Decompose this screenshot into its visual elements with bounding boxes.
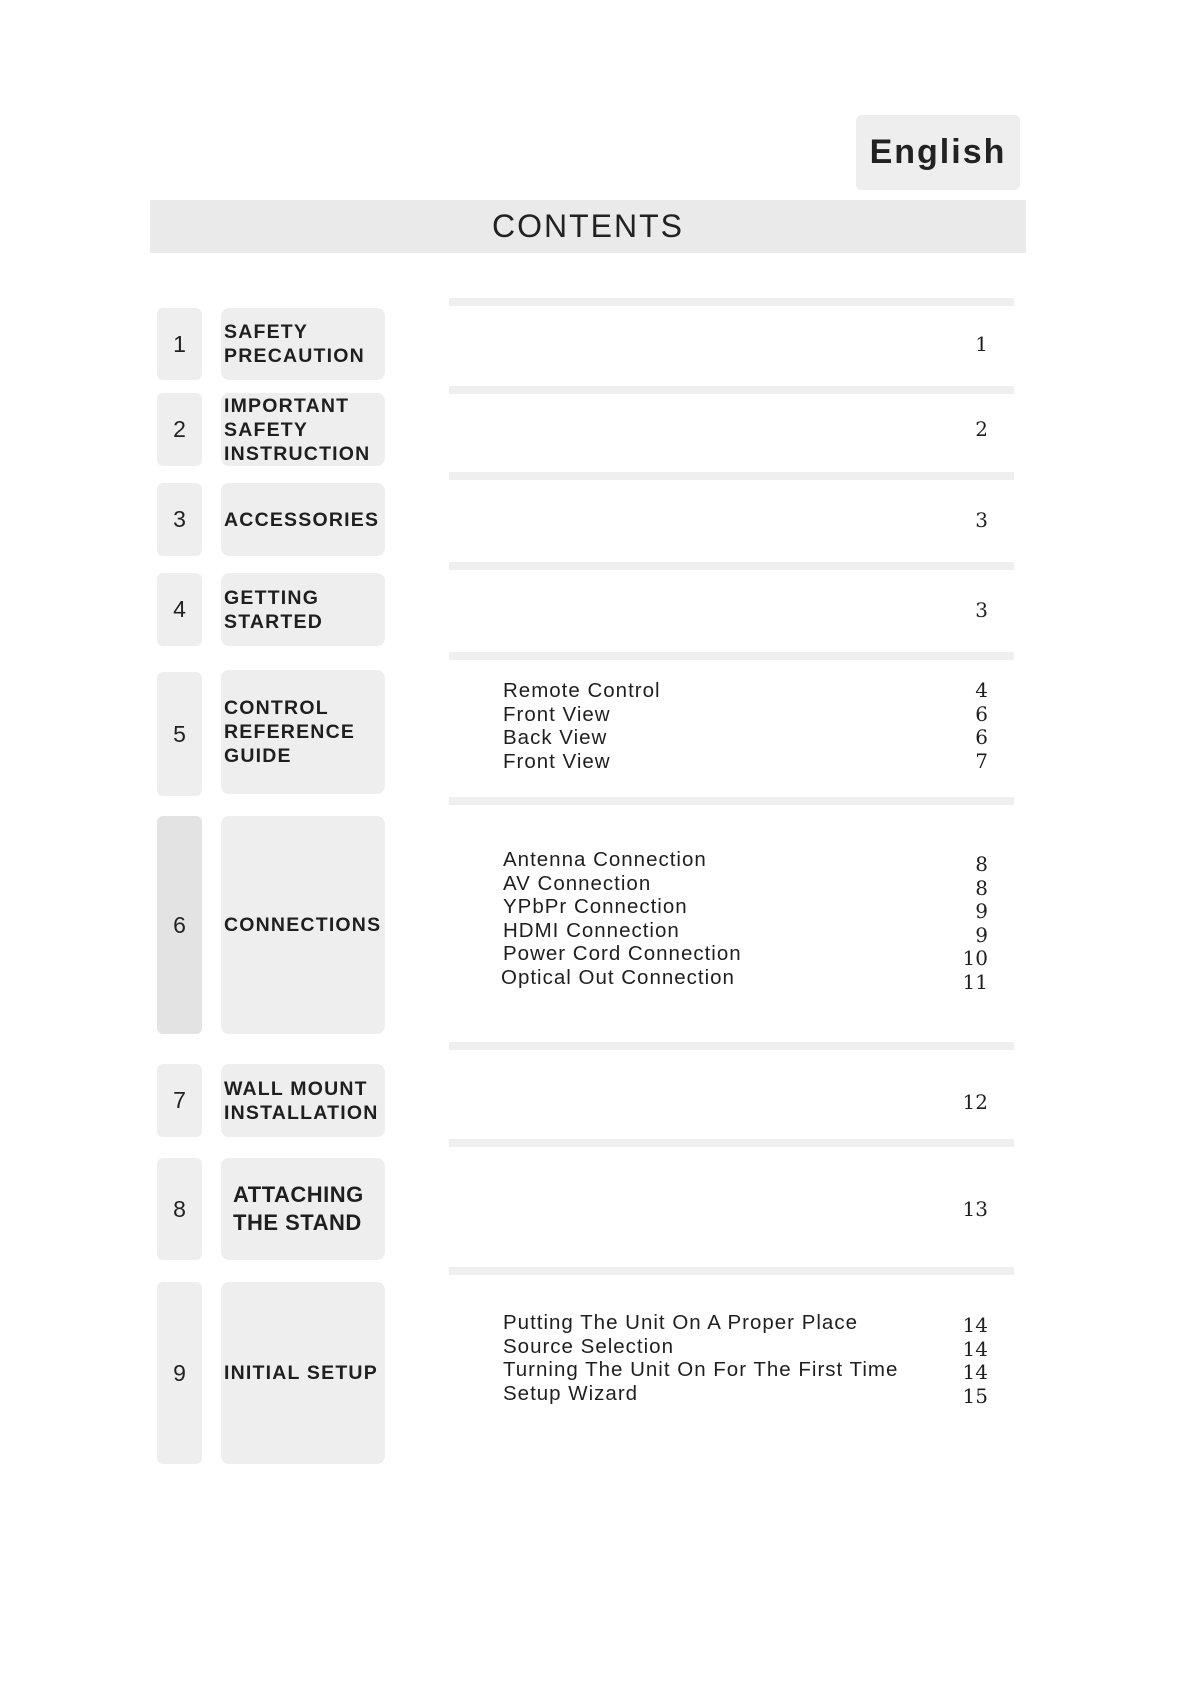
section-number: 9: [157, 1282, 202, 1464]
page-number: 14: [962, 1360, 988, 1384]
subsection-item[interactable]: YPbPr Connection: [503, 895, 688, 918]
subsection-item[interactable]: Optical Out Connection: [501, 965, 735, 989]
section-number: 7: [157, 1064, 202, 1137]
page-number: 15: [962, 1383, 988, 1408]
subsection-item[interactable]: Antenna Connection: [503, 848, 707, 871]
subsection-list: [503, 1311, 933, 1405]
divider: [449, 386, 1014, 394]
section-number: 1: [157, 308, 202, 380]
section-number: 5: [157, 672, 202, 796]
subsection-item[interactable]: AV Connection: [503, 871, 652, 895]
page-number: 14: [962, 1313, 988, 1337]
page-number: 8: [975, 875, 988, 900]
divider: [449, 562, 1014, 570]
section-label: SAFETY PRECAUTION: [221, 308, 385, 380]
subsection-pages: [940, 853, 988, 994]
page-number: 6: [975, 701, 988, 726]
section-label: INITIAL SETUP: [221, 1282, 385, 1464]
section-number: 4: [157, 573, 202, 646]
section-label: CONTROL REFERENCE GUIDE: [221, 670, 385, 794]
page-number: 6: [975, 725, 988, 749]
section-number: 2: [157, 393, 202, 466]
subsection-item[interactable]: Source Selection: [503, 1334, 674, 1358]
subsection-item[interactable]: Power Cord Connection: [503, 942, 742, 965]
section-label: IMPORTANT SAFETY INSTRUCTION: [221, 393, 385, 466]
section-label: WALL MOUNT INSTALLATION: [221, 1064, 385, 1137]
page-number: 3: [975, 508, 988, 532]
divider: [449, 797, 1014, 805]
page-number: 11: [962, 969, 988, 994]
page-number: 9: [975, 922, 988, 947]
subsection-item[interactable]: Putting The Unit On A Proper Place: [503, 1311, 858, 1334]
subsection-pages: [940, 1314, 988, 1408]
divider: [449, 1139, 1014, 1147]
section-number: 8: [157, 1158, 202, 1260]
divider: [449, 652, 1014, 660]
page-number: 4: [975, 678, 988, 702]
subsection-item[interactable]: Back View: [503, 726, 608, 749]
page-number: 1: [975, 332, 988, 356]
section-label: GETTING STARTED: [221, 573, 385, 646]
divider: [449, 298, 1014, 306]
divider: [449, 1267, 1014, 1275]
subsection-list: [503, 848, 933, 989]
page-number: 10: [962, 946, 988, 970]
section-number: 6: [157, 816, 202, 1034]
page-number: 9: [975, 899, 988, 923]
page-number: 14: [962, 1336, 988, 1361]
page-number: 12: [962, 1090, 988, 1114]
subsection-item[interactable]: Front View: [503, 749, 611, 773]
subsection-item[interactable]: Front View: [503, 702, 611, 726]
page-number: 7: [975, 748, 988, 773]
subsection-item[interactable]: HDMI Connection: [503, 918, 680, 942]
subsection-item[interactable]: Remote Control: [503, 679, 661, 702]
section-label: CONNECTIONS: [221, 816, 385, 1034]
section-label: ACCESSORIES: [221, 483, 385, 556]
subsection-pages: [940, 679, 988, 773]
subsection-list: [503, 679, 933, 773]
divider: [449, 1042, 1014, 1050]
divider: [449, 472, 1014, 480]
subsection-item[interactable]: Setup Wizard: [503, 1381, 639, 1405]
section-label: ATTACHING THE STAND: [221, 1158, 385, 1260]
page-number: 13: [962, 1197, 988, 1221]
page-number: 2: [975, 417, 988, 441]
section-number: 3: [157, 483, 202, 556]
page-number: 8: [975, 852, 988, 876]
language-tab: English: [856, 115, 1020, 190]
page-title: CONTENTS: [150, 200, 1026, 253]
page-number: 3: [975, 598, 988, 622]
subsection-item[interactable]: Turning The Unit On For The First Time: [503, 1358, 899, 1381]
